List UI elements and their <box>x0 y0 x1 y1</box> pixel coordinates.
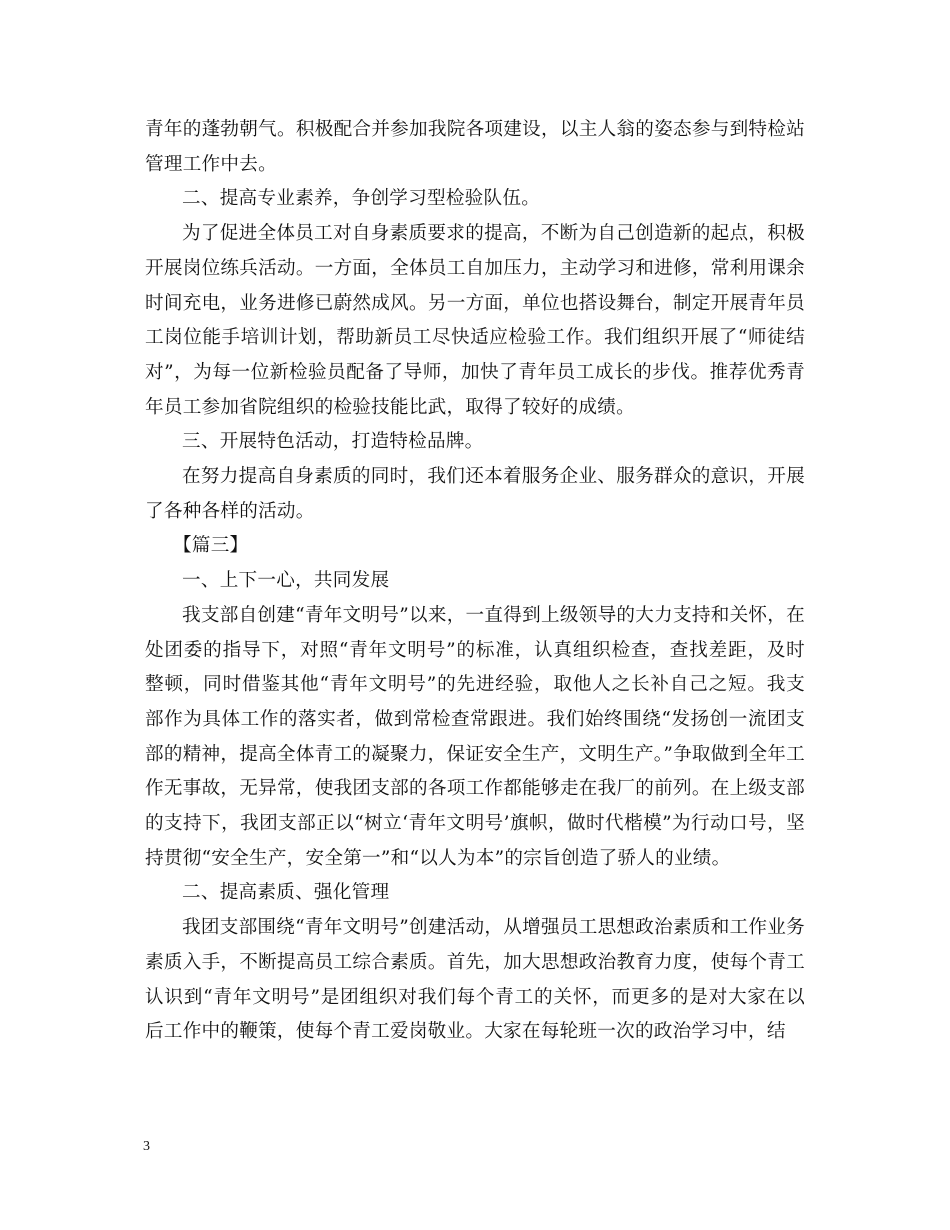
paragraph: 我团支部围绕“青年文明号”创建活动，从增强员工思想政治素质和工作业务素质入手，不断提高员工综合素质。首先，加大思想政治教育力度，使每个青工认识到“青年文明号”是团组织对我们每个青工的关怀，而更多的是对大家在以后工作中的鞭策，使每个青工爱岗敬业。大家在每轮班一次的政治学习中，结 <box>145 917 805 1043</box>
paragraph: 在努力提高自身素质的同时，我们还本着服务企业、服务群众的意识，开展了各种各样的活动。 <box>145 466 805 522</box>
section-heading: 一、上下一心，共同发展 <box>182 570 390 592</box>
paragraph-continuation: 青年的蓬勃朝气。积极配合并参加我院各项建设，以主人翁的姿态参与到特检站管理工作中去。 <box>145 119 805 175</box>
paragraph: 我支部自创建“青年文明号”以来，一直得到上级领导的大力支持和关怀，在处团委的指导下，对照“青年文明号”的标准，认真组织检查，查找差距，及时整顿，同时借鉴其他“青年文明号”的先进经验，取他人之长补自己之短。我支部作为具体工作的落实者，做到常检查常跟进。我们始终围绕“发扬创一流团支部的精神，提高全体青工的凝聚力，保证安全生产，文明生产。”争取做到全年工作无事故，无异常，使我团支部的各项工作都能够走在我厂的前列。在上级支部的支持下，我团支部正以“树立‘青年文明号’旗帜，做时代楷模”为行动口号，坚持贯彻“安全生产，安全第一”和“以人为本”的宗旨创造了骄人的业绩。 <box>145 604 805 869</box>
section-heading: 三、开展特色活动，打造特检品牌。 <box>182 431 484 453</box>
paragraph: 为了促进全体员工对自身素质要求的提高，不断为自己创造新的起点，积极开展岗位练兵活动。一方面，全体员工自加压力，主动学习和进修，常利用课余时间充电，业务进修已蔚然成风。另一方面，单位也搭设舞台，制定开展青年员工岗位能手培训计划，帮助新员工尽快适应检验工作。我们组织开展了“师徒结对”，为每一位新检验员配备了导师，加快了青年员工成长的步伐。推荐优秀青年员工参加省院组织的检验技能比武，取得了较好的成绩。 <box>145 223 805 418</box>
page-number: 3 <box>143 1139 150 1154</box>
section-heading: 二、提高素质、强化管理 <box>182 882 390 904</box>
section-heading: 二、提高专业素养，争创学习型检验队伍。 <box>182 188 541 210</box>
document-body <box>145 113 805 1050</box>
part-heading: 【篇三】 <box>173 535 249 557</box>
